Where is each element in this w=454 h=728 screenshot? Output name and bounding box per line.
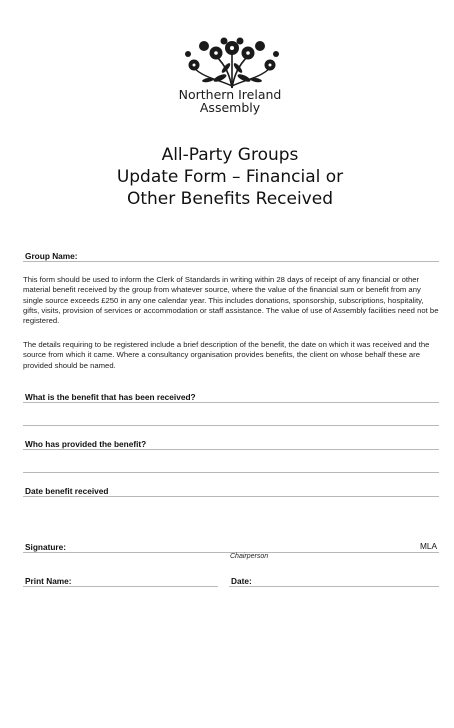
date-received-field[interactable] bbox=[23, 496, 439, 497]
date-label: Date: bbox=[231, 576, 252, 586]
benefit-field-line2[interactable] bbox=[23, 425, 439, 426]
signature-label: Signature: bbox=[25, 542, 67, 552]
print-name-label: Print Name: bbox=[25, 576, 72, 586]
mla-label: MLA bbox=[420, 541, 438, 551]
organisation-name-line2: Assembly bbox=[199, 100, 261, 115]
group-name-label: Group Name: bbox=[25, 251, 78, 261]
organisation-name-line1: Northern Ireland bbox=[178, 87, 282, 102]
print-name-field[interactable] bbox=[23, 586, 218, 587]
provider-field-line2[interactable] bbox=[23, 472, 439, 473]
form-title-line3: Other Benefits Received bbox=[126, 189, 333, 209]
benefit-field-line1[interactable] bbox=[23, 402, 439, 403]
group-name-field[interactable] bbox=[23, 261, 439, 262]
provider-field-line1[interactable] bbox=[23, 449, 439, 450]
date-field[interactable] bbox=[229, 586, 439, 587]
instructions-paragraph: This form should be used to inform the Clerk of Standards in writing within 28 days of receipt of any financial or other material benefit received by the group from whatever source, where the value of the financial sum or benefit from any single source exceeds £250 in any one calendar year. This includes donations, sponsorship, subscriptions, hospitality, gifts, visits, provision of services or accommodation or staff assistance. The value of use of Assembly facilities need not be registered. bbox=[23, 275, 439, 326]
form-title-line2: Update Form – Financial or bbox=[116, 167, 344, 187]
details-paragraph: The details requiring to be registered include a brief description of the benefit, the date on which it was received and the source from which it came. Where a consultancy organisation provides benefits, the client on whose behalf these are provided should be named. bbox=[23, 340, 430, 370]
benefit-label: What is the benefit that has been received? bbox=[25, 392, 196, 402]
chairperson-label: Chairperson bbox=[230, 553, 269, 560]
form-title-line1: All-Party Groups bbox=[161, 145, 299, 165]
date-received-label: Date benefit received bbox=[25, 486, 109, 496]
flax-flower-emblem-icon bbox=[180, 36, 284, 90]
provider-label: Who has provided the benefit? bbox=[25, 439, 147, 449]
